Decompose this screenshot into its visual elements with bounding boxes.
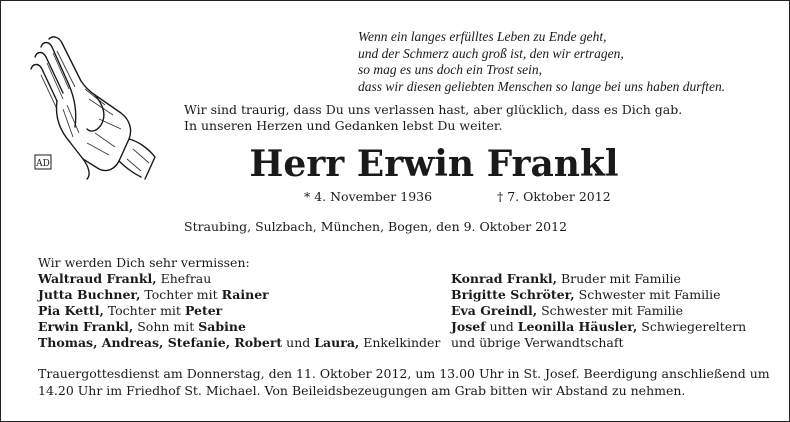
poem-line: dass wir diesen geliebten Menschen so lange bei uns haben durften. [358,78,726,94]
mourner-line: Thomas, Andreas, Stefanie, Robert und Laura, Enkelkinder [38,335,441,350]
mourner-line: Jutta Buchner, Tochter mit Rainer [38,287,269,302]
mourner-line: Waltraud Frankl, Ehefrau [38,271,212,286]
mourners-heading: Wir werden Dich sehr vermissen: [38,255,250,270]
mourner-line: Pia Kettl, Tochter mit Peter [38,303,223,318]
poem-line: so mag es uns doch ein Trost sein, [358,62,543,77]
monogram-text: AD [36,159,50,169]
poem-line: und der Schmerz auch groß ist, den wir ertragen, [358,45,624,61]
death-date: † 7. Oktober 2012 [497,189,611,204]
place-and-date: Straubing, Sulzbach, München, Bogen, den 9. Oktober 2012 [184,219,568,234]
mourner-line: und übrige Verwandtschaft [451,335,624,350]
mourners-right-column [451,271,746,351]
birth-date: * 4. November 1936 [304,189,433,204]
mourners-left-column [38,271,440,351]
poem [358,29,778,95]
deceased-name: Herr Erwin Frankl [249,143,619,185]
intro-text [184,102,774,134]
service-line: 14.20 Uhr im Friedhof St. Michael. Von Beileidsbezeugungen am Grab bitten wir Abstand zu nehmen. [38,383,686,398]
mourner-line: Brigitte Schröter, Schwester mit Familie [451,287,721,302]
mourner-line: Eva Greindl, Schwester mit Familie [451,303,683,318]
poem-line: Wenn ein langes erfülltes Leben zu Ende geht, [358,29,607,44]
intro-line: In unseren Herzen und Gedanken lebst Du weiter. [184,118,503,133]
mourner-line: Konrad Frankl, Bruder mit Familie [451,271,681,286]
intro-line: Wir sind traurig, dass Du uns verlassen hast, aber glücklich, dass es Dich gab. [184,102,683,117]
service-line: Trauergottesdienst am Donnerstag, den 11. Oktober 2012, um 13.00 Uhr in St. Josef. Beerdigung anschließend um [38,366,770,381]
mourner-line: Josef und Leonilla Häusler, Schwiegereltern [451,319,747,334]
funeral-service-info [38,365,778,399]
mourner-line: Erwin Frankl, Sohn mit Sabine [38,319,246,334]
